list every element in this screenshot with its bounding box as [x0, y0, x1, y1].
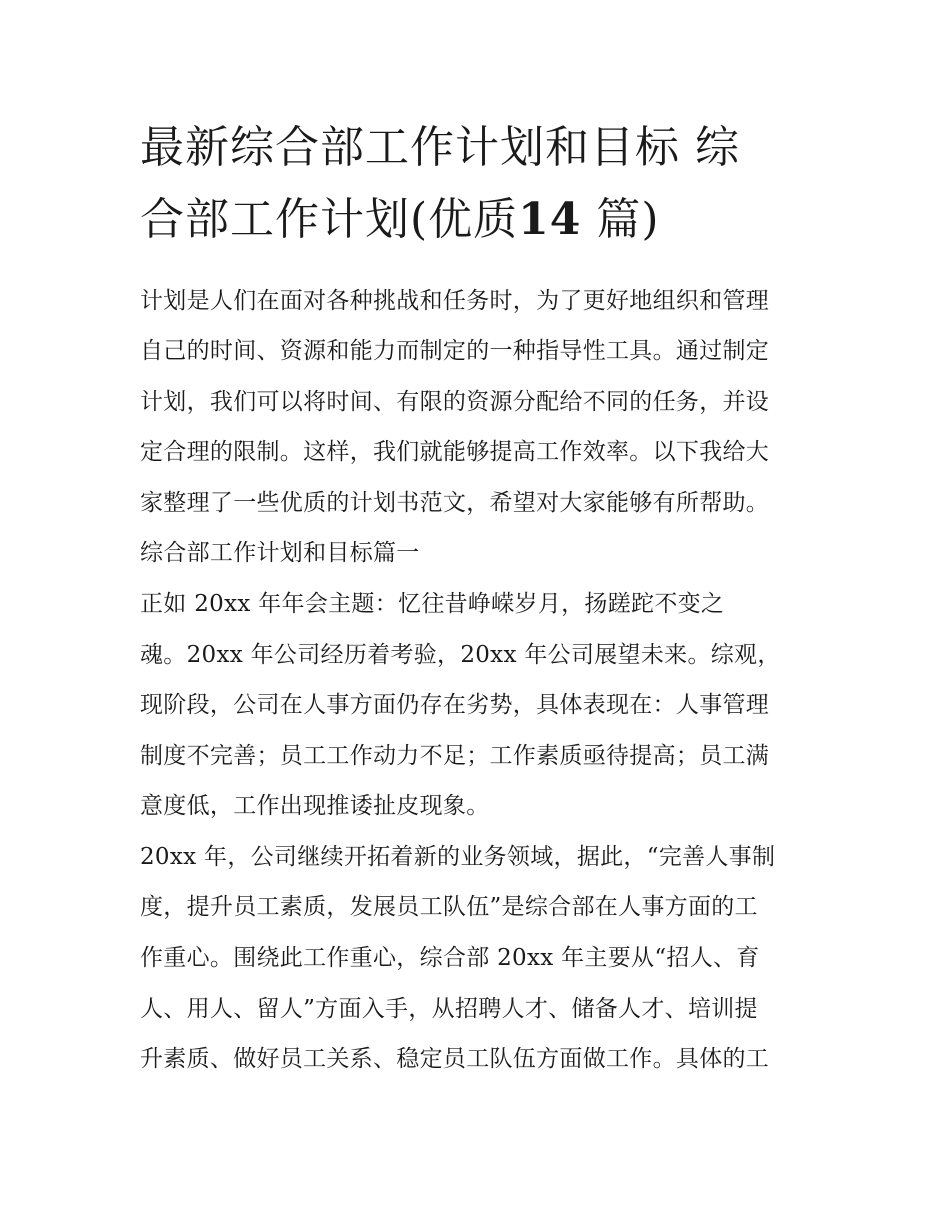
paragraph-line: 升素质、做好员工关系、稳定员工队伍方面做工作。具体的工 [140, 1046, 770, 1072]
paragraph-line: 计划是人们在面对各种挑战和任务时，为了更好地组织和管理 [140, 288, 770, 314]
paragraph-line: 度，提升员工素质，发展员工队伍”是综合部在人事方面的工 [140, 894, 758, 920]
paragraph-line: 正如 20xx 年年会主题：忆往昔峥嵘岁月，扬蹉跎不变之 [140, 591, 725, 617]
title-count: 14 [518, 194, 582, 245]
paragraph-line: 魂。20xx 年公司经历着考验，20xx 年公司展望未来。综观， [140, 642, 781, 668]
paragraph-line: 制度不完善；员工工作动力不足；工作素质亟待提高；员工满 [140, 743, 770, 769]
paragraph-line: 家整理了一些优质的计划书范文，希望对大家能够有所帮助。 [140, 490, 770, 516]
paragraph-line: 人、用人、留人”方面入手，从招聘人才、储备人才、培训提 [140, 996, 758, 1022]
section-heading: 综合部工作计划和目标篇一 [140, 540, 420, 566]
paragraph-line: 意度低，工作出现推诿扯皮现象。 [140, 793, 490, 819]
title-line-2-text: 合部工作计划(优质 [140, 194, 519, 245]
title-line-1: 最新综合部工作计划和目标 综 [140, 122, 740, 173]
paragraph-line: 20xx 年，公司继续开拓着新的业务领域，据此，“完善人事制 [140, 844, 776, 870]
paragraph-line: 自己的时间、资源和能力而制定的一种指导性工具。通过制定 [140, 338, 770, 364]
paragraph-line: 定合理的限制。这样，我们就能够提高工作效率。以下我给大 [140, 439, 770, 465]
paragraph-line: 计划，我们可以将时间、有限的资源分配给不同的任务，并设 [140, 389, 770, 415]
paragraph-line: 作重心。围绕此工作重心，综合部 20xx 年主要从“招人、育 [140, 945, 760, 971]
paragraph-line: 现阶段，公司在人事方面仍存在劣势，具体表现在：人事管理 [140, 692, 770, 718]
title-line-2-suffix: 篇) [596, 194, 660, 245]
title-line-2 [140, 184, 820, 256]
document-title [140, 112, 820, 256]
